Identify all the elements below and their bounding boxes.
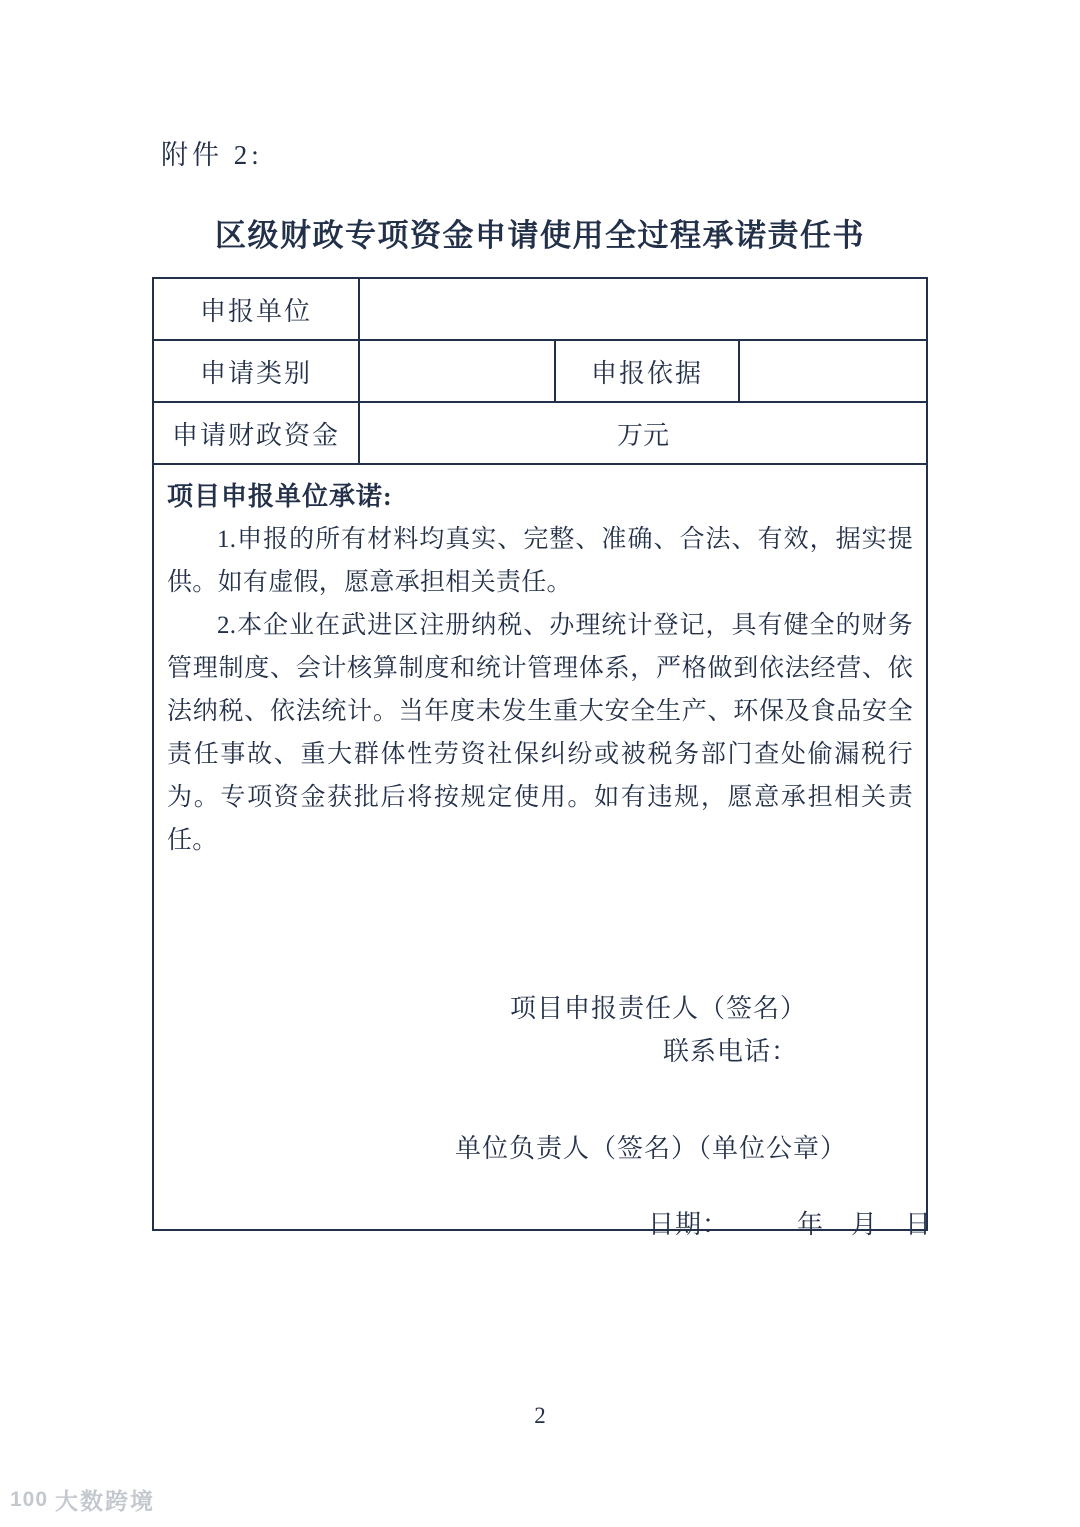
date-line: 日期： 年 月 日 xyxy=(648,1210,933,1239)
declaring-unit-label: 申报单位 xyxy=(154,279,360,341)
requested-funds-label: 申请财政资金 xyxy=(154,403,360,465)
unit-head-signature-line: 单位负责人（签名）（单位公章） xyxy=(455,1134,848,1163)
table-row-declaring-unit xyxy=(154,279,926,341)
watermark-brand-text: 大数跨境 xyxy=(55,1488,156,1514)
commitment-paragraph-2: 2.本企业在武进区注册纳税、办理统计登记，具有健全的财务管理制度、会计核算制度和统计管理体系，严格做到依法经营、依法纳税、依法统计。当年度未发生重大安全生产、环保及食品安全责任事故、重大群体性劳资社保纠纷或被税务部门查处偷漏税行为。专项资金获批后将按规定使用。如有违规，愿意承担相关责任。 xyxy=(167,612,913,854)
watermark-logo-icon: 100 xyxy=(10,1487,49,1511)
declaration-basis-label: 申报依据 xyxy=(556,341,740,403)
document-title: 区级财政专项资金申请使用全过程承诺责任书 xyxy=(215,218,865,253)
application-category-value-cell xyxy=(360,341,556,403)
attachment-label: 附件 2: xyxy=(161,140,263,170)
commitment-paragraph-1: 1.申报的所有材料均真实、完整、准确、合法、有效，据实提供。如有虚假，愿意承担相关责任。 xyxy=(167,526,913,596)
declaring-unit-value-cell xyxy=(360,279,926,341)
commitment-heading: 项目申报单位承诺: xyxy=(167,482,393,511)
project-signer-line: 项目申报责任人（签名） xyxy=(510,994,808,1023)
application-form-table xyxy=(152,277,933,1239)
watermark xyxy=(10,1483,155,1516)
declaration-basis-value-cell xyxy=(740,341,926,403)
table-row-category-basis xyxy=(154,341,926,403)
table-row-requested-funds xyxy=(154,403,926,465)
page-number: 2 xyxy=(534,1403,546,1428)
contact-phone-line: 联系电话： xyxy=(663,1037,799,1066)
application-category-label: 申请类别 xyxy=(154,341,360,403)
requested-funds-unit-cell: 万元 xyxy=(360,403,926,465)
commitment-cell xyxy=(154,465,933,1246)
